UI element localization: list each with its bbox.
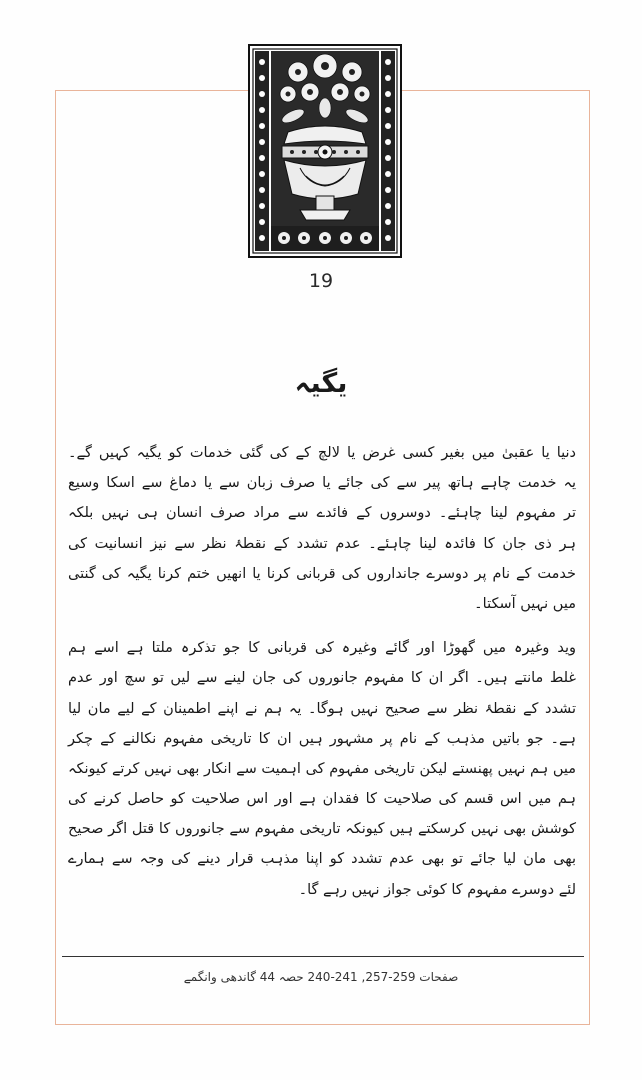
footer-divider: [62, 956, 584, 957]
text-line: ہے۔ جو باتیں مذہب کے نام پر مشہور ہیں ان کا تاریخی مفہوم نکالنے کے چکر: [68, 730, 576, 747]
text-line: کوشش بھی نہیں کرسکتے ہیں کیونکہ تاریخی مفہوم سے جانوروں کا قتل اگر صحیح: [68, 821, 576, 838]
body-text: [68, 438, 576, 905]
text-line: خدمت کے نام پر دوسرے جانداروں کی قربانی کرنا یا انھیں ختم کرنا یگیہ کی گنتی: [68, 565, 576, 582]
text-line: تشدد کے نقطۂ نظر سے صحیح نہیں ہوگا۔ یہ ہم نے اپنے اطمینان کے لیے مان لیا: [68, 700, 576, 717]
text-line: میں نہیں آسکتا۔: [474, 595, 576, 612]
page-number: 19: [308, 270, 334, 292]
footer-reference: صفحات 259-257, 241-240 حصہ 44 گاندھی وانگمے: [183, 970, 459, 984]
paragraph-1: [68, 438, 576, 619]
text-line: ہم میں اس قسم کی صلاحیت کا فقدان ہے اور اس صلاحیت کو حاصل کرنے کی: [68, 791, 576, 808]
text-line: بھی مان لیا جائے تو بھی عدم تشدد کو اپنا مذہب قرار دینے کی وجہ سے ہمارے: [68, 851, 576, 868]
floral-vase-ornament: [248, 44, 402, 258]
text-line: لئے دوسرے مفہوم کا کوئی جواز نہیں رہے گا۔: [298, 881, 576, 898]
text-line: ہر ذی جان کا فائدہ لینا چاہئے۔ عدم تشدد کے نقطۂ نظر سے نیز انسانیت کی: [68, 535, 576, 552]
chapter-title: یگیہ: [294, 368, 348, 399]
paragraph-2: [68, 633, 576, 905]
text-line: تر مفہوم لینا چاہئے۔ دوسروں کے فائدے سے مراد صرف انسان ہی نہیں بلکہ: [68, 505, 576, 522]
text-line: میں ہم نہیں پھنستے لیکن تاریخی مفہوم کی اہمیت سے انکار بھی نہیں کرتے کیونکہ: [68, 760, 576, 777]
text-line: یہ خدمت چاہے ہاتھ پیر سے کی جائے یا صرف زبان سے یا دماغ سے اسکا وسیع: [68, 475, 576, 492]
text-line: وید وغیرہ میں گھوڑا اور گائے وغیرہ کی قربانی کا جو تذکرہ ملتا ہے اسے ہم: [68, 640, 576, 657]
text-line: دنیا یا عقبیٰ میں بغیر کسی غرض یا لالچ کے کی گئی خدمات کو یگیہ کہیں گے۔: [68, 445, 576, 461]
text-line: غلط مانتے ہیں۔ اگر ان کا مفہوم جانوروں کی جان لینے سے لیں تو سچ اور عدم: [68, 670, 576, 687]
